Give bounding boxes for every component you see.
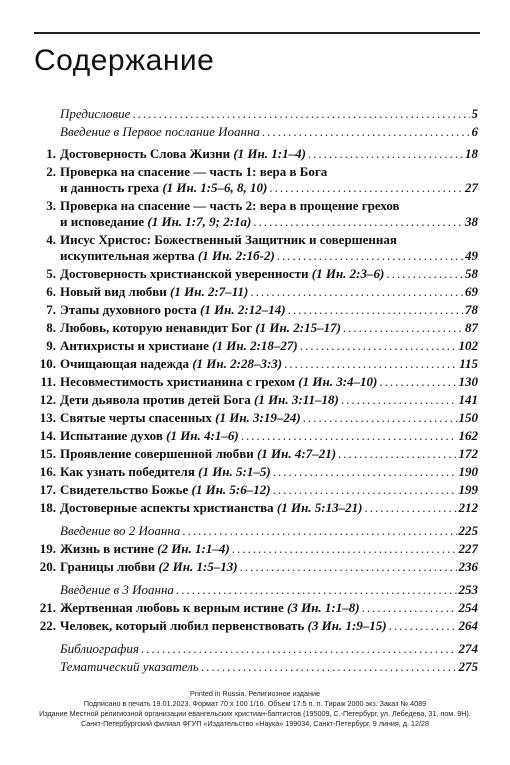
toc-entry: [34, 659, 478, 675]
entry-title: Жизнь в истине: [60, 541, 154, 556]
entry-page: 275: [458, 659, 478, 674]
entry-reference: (3 Ин. 1:9–15): [307, 618, 387, 633]
entry-body: [60, 559, 478, 575]
entry-line: [60, 214, 478, 230]
entry-page: 78: [465, 302, 478, 317]
dot-leader: [338, 446, 456, 462]
entry-body: [60, 146, 478, 162]
entry-body: [60, 541, 478, 557]
entry-number: 10.: [39, 356, 56, 371]
entry-reference: (1 Ин. 2:18–27): [212, 338, 298, 353]
entry-title: Проверка на спасение — часть 1: вера в Бога: [60, 164, 328, 179]
entry-number: 13.: [39, 410, 56, 425]
entry-body: [60, 641, 478, 657]
toc-entry: [34, 641, 478, 657]
dot-leader: [241, 428, 457, 444]
dot-leader: [253, 214, 463, 230]
entry-body: [60, 164, 478, 196]
entry-page: 254: [458, 600, 478, 615]
entry-title: Дети дьявола против детей Бога: [60, 392, 251, 407]
entry-number: 3.: [46, 198, 56, 213]
entry-line: [60, 146, 478, 162]
entry-page: 18: [465, 146, 478, 161]
dot-leader: [201, 659, 457, 675]
dot-leader: [284, 356, 457, 372]
entry-number: 9.: [46, 338, 56, 353]
entry-reference: (1 Ин. 5:13–21): [276, 500, 363, 515]
toc-entry: [34, 464, 478, 480]
toc-entry: [34, 164, 478, 196]
entry-line: [60, 600, 478, 616]
toc-entry: [34, 124, 478, 140]
entry-title: Достоверность христианской уверенности: [60, 266, 309, 281]
entry-line: [60, 618, 478, 634]
entry-line: [60, 659, 478, 675]
toc-entry: [34, 146, 478, 162]
entry-line: [60, 180, 478, 196]
entry-body: [60, 338, 478, 354]
toc-entry: [34, 618, 478, 634]
entry-title: Тематический указатель: [60, 659, 199, 674]
toc-entry: [34, 302, 478, 318]
entry-reference: (1 Ин. 2:3–6): [311, 266, 385, 281]
entry-reference: (1 Ин. 3:19–24): [215, 410, 301, 425]
entry-reference: (1 Ин. 4:7–21): [256, 446, 337, 461]
dot-leader: [288, 302, 463, 318]
entry-title: Испытание духов: [60, 428, 163, 443]
dot-leader: [389, 618, 457, 634]
entry-page: 6: [471, 124, 478, 139]
entry-number: [34, 106, 60, 122]
dot-leader: [277, 248, 463, 264]
dot-leader: [262, 124, 470, 140]
toc-entry: [34, 356, 478, 372]
toc-entry: [34, 582, 478, 598]
entry-body: [60, 284, 478, 300]
entry-reference: (1 Ин. 3:11–18): [253, 392, 339, 407]
entry-number: 12.: [39, 392, 56, 407]
entry-title: Введение в Первое послание Иоанна: [60, 124, 260, 139]
entry-body: [60, 464, 478, 480]
dot-leader: [273, 464, 457, 480]
entry-title: Человек, который любил первенствовать: [60, 618, 305, 633]
entry-body: [60, 582, 478, 598]
entry-number: 19.: [39, 541, 56, 556]
dot-leader: [250, 284, 463, 300]
entry-body: [60, 320, 478, 336]
entry-reference: (3 Ин. 1:1–8): [287, 600, 360, 615]
toc-entry: [34, 446, 478, 462]
toc-entry: [34, 559, 478, 575]
entry-page: 115: [459, 356, 478, 371]
dot-leader: [269, 180, 463, 196]
entry-title: Жертвенная любовь к верным истине: [60, 600, 284, 615]
entry-number: 4.: [46, 232, 56, 247]
entry-reference: (2 Ин. 1:1–4): [157, 541, 230, 556]
entry-body: [60, 500, 478, 516]
entry-body: [60, 232, 478, 264]
entry-number: 14.: [39, 428, 56, 443]
toc-entry: [34, 266, 478, 282]
entry-reference: (2 Ин. 1:5–13): [158, 559, 238, 574]
toc-entry: [34, 232, 478, 264]
toc-entry: [34, 320, 478, 336]
entry-title: Предисловие: [60, 106, 131, 121]
entry-page: 141: [458, 392, 478, 407]
entry-number: 6.: [46, 284, 56, 299]
entry-title: Проявление совершенной любви: [60, 446, 254, 461]
toc-entry: [34, 410, 478, 426]
entry-page: 49: [465, 248, 478, 263]
entry-line: [60, 320, 478, 336]
entry-number: [34, 582, 60, 598]
dot-leader: [308, 146, 463, 162]
entry-title: Святые черты спасенных: [60, 410, 212, 425]
entry-line: [60, 559, 478, 575]
entry-title: искупительная жертва: [60, 248, 195, 263]
entry-body: [60, 374, 478, 390]
dot-leader: [364, 500, 456, 516]
entry-page: 38: [465, 214, 478, 229]
entry-page: 130: [458, 374, 478, 389]
entry-reference: (1 Ин. 2:12–14): [199, 302, 286, 317]
entry-title: Новый вид любви: [60, 284, 167, 299]
entry-reference: (1 Ин. 1:5–6, 8, 10): [162, 180, 268, 195]
entry-line: [60, 446, 478, 462]
entry-number: 7.: [46, 302, 56, 317]
entry-number: [34, 659, 60, 675]
entry-reference: (1 Ин. 2:7–11): [170, 284, 249, 299]
entry-line: [60, 482, 478, 498]
toc-entry: [34, 541, 478, 557]
dot-leader: [300, 338, 457, 354]
entry-body: [60, 106, 478, 122]
entry-body: [60, 124, 478, 140]
dot-leader: [141, 641, 457, 657]
entry-title: Антихристы и христиане: [60, 338, 209, 353]
entry-title: и исповедание: [60, 214, 145, 229]
entry-number: [34, 124, 60, 140]
entry-body: [60, 482, 478, 498]
toc-entry: [34, 106, 478, 122]
entry-title: Иисус Христос: Божественный Защитник и совершенная: [60, 232, 397, 247]
entry-title: Достоверные аспекты христианства: [60, 500, 274, 515]
entry-page: 172: [458, 446, 478, 461]
entry-page: 58: [465, 266, 478, 281]
entry-line: [60, 198, 478, 214]
dot-leader: [386, 266, 463, 282]
toc-entry: [34, 284, 478, 300]
entry-page: 27: [465, 180, 478, 195]
entry-page: 69: [465, 284, 478, 299]
toc-entry: [34, 374, 478, 390]
table-of-contents: [34, 106, 478, 675]
dot-leader: [176, 582, 457, 598]
toc-entry: [34, 500, 478, 516]
imprint-footer: [0, 689, 510, 729]
entry-body: [60, 356, 478, 372]
entry-line: [60, 338, 478, 354]
entry-page: 236: [458, 559, 478, 574]
entry-body: [60, 392, 478, 408]
entry-title: Введение в 3 Иоанна: [60, 582, 174, 597]
entry-reference: (1 Ин. 2:28–3:3): [192, 356, 283, 371]
entry-number: 21.: [39, 600, 56, 615]
entry-line: [60, 523, 478, 539]
entry-body: [60, 410, 478, 426]
entry-line: [60, 248, 478, 264]
dot-leader: [343, 320, 463, 336]
entry-number: 17.: [39, 482, 56, 497]
entry-reference: (1 Ин. 5:1–5): [198, 464, 271, 479]
entry-body: [60, 266, 478, 282]
entry-line: [60, 302, 478, 318]
entry-line: [60, 164, 478, 180]
entry-line: [60, 428, 478, 444]
entry-number: 8.: [46, 320, 56, 335]
entry-title: Свидетельство Божье: [60, 482, 189, 497]
page-title: Содержание: [34, 44, 215, 77]
footer-line: Printed in Russia. Религиозное издание: [190, 689, 320, 698]
dot-leader: [240, 559, 457, 575]
entry-reference: (1 Ин. 1:1–4): [233, 146, 306, 161]
entry-line: [60, 232, 478, 248]
entry-page: 190: [458, 464, 478, 479]
entry-title: Введение во 2 Иоанна: [60, 523, 181, 538]
entry-page: 253: [458, 582, 478, 597]
footer-line: Санкт-Петербургский филиал ФГУП «Издательство «Наука» 199034, Санкт-Петербург, 9 линия, д. 12/28: [81, 719, 429, 728]
entry-line: [60, 266, 478, 282]
entry-page: 102: [458, 338, 478, 353]
entry-number: 15.: [39, 446, 56, 461]
entry-number: 2.: [46, 164, 56, 179]
entry-page: 87: [465, 320, 478, 335]
entry-title: Библиография: [60, 641, 139, 656]
entry-number: 5.: [46, 266, 56, 281]
entry-title: и данность греха: [60, 180, 160, 195]
entry-number: 22.: [39, 618, 56, 633]
entry-body: [60, 600, 478, 616]
entry-page: 274: [458, 641, 478, 656]
entry-title: Этапы духовного роста: [60, 302, 197, 317]
toc-entry: [34, 600, 478, 616]
entry-number: 18.: [39, 500, 56, 515]
entry-title: Очищающая надежда: [60, 356, 189, 371]
entry-page: 5: [471, 106, 478, 121]
dot-leader: [303, 410, 457, 426]
footer-line: Издание Местной религиозной организации евангельских христиан-баптистов (195009, С.-Петербург, ул. Лебедева, 31, пом. 9Н).: [39, 709, 471, 718]
entry-line: [60, 464, 478, 480]
entry-number: 16.: [39, 464, 56, 479]
entry-number: [34, 523, 60, 539]
entry-body: [60, 198, 478, 230]
entry-reference: (1 Ин. 3:4–10): [298, 374, 378, 389]
entry-page: 264: [458, 618, 478, 633]
entry-body: [60, 446, 478, 462]
entry-line: [60, 284, 478, 300]
entry-page: 150: [458, 410, 478, 425]
entry-page: 212: [458, 500, 478, 515]
entry-reference: (1 Ин. 5:6–12): [191, 482, 271, 497]
toc-entry: [34, 523, 478, 539]
entry-line: [60, 500, 478, 516]
entry-page: 225: [458, 523, 478, 538]
entry-line: [60, 641, 478, 657]
entry-title: Границы любви: [60, 559, 156, 574]
entry-title: Любовь, которую ненавидит Бог: [60, 320, 253, 335]
entry-number: 11.: [40, 374, 56, 389]
entry-body: [60, 428, 478, 444]
entry-title: Несовместимость христианина с грехом: [60, 374, 296, 389]
entry-title: Как узнать победителя: [60, 464, 195, 479]
entry-line: [60, 356, 478, 372]
toc-entry: [34, 198, 478, 230]
entry-page: 227: [458, 541, 478, 556]
top-rule: [34, 32, 480, 34]
entry-title: Достоверность Слова Жизни: [60, 146, 231, 161]
entry-line: [60, 124, 478, 140]
entry-reference: (1 Ин. 1:7, 9; 2:1а): [147, 214, 252, 229]
entry-line: [60, 410, 478, 426]
dot-leader: [232, 541, 457, 557]
dot-leader: [341, 392, 457, 408]
entry-line: [60, 582, 478, 598]
entry-reference: (1 Ин. 2:1б-2): [197, 248, 275, 263]
dot-leader: [132, 106, 469, 122]
entry-reference: (1 Ин. 2:15–17): [255, 320, 341, 335]
dot-leader: [182, 523, 456, 539]
entry-page: 162: [458, 428, 478, 443]
toc-entry: [34, 428, 478, 444]
entry-reference: (1 Ин. 4:1–6): [166, 428, 239, 443]
entry-title: Проверка на спасение — часть 2: вера в прощение грехов: [60, 198, 400, 213]
entry-number: 1.: [46, 146, 56, 161]
toc-entry: [34, 392, 478, 408]
entry-line: [60, 106, 478, 122]
dot-leader: [273, 482, 457, 498]
toc-entry: [34, 482, 478, 498]
entry-line: [60, 392, 478, 408]
entry-line: [60, 374, 478, 390]
entry-page: 199: [458, 482, 478, 497]
dot-leader: [362, 600, 457, 616]
entry-line: [60, 541, 478, 557]
entry-number: 20.: [39, 559, 56, 574]
entry-body: [60, 302, 478, 318]
entry-body: [60, 659, 478, 675]
dot-leader: [379, 374, 456, 390]
entry-body: [60, 523, 478, 539]
footer-line: Подписано в печать 19.01.2023. Формат 70 x 100 1/16. Объем 17.5 п. л. Тираж 2000 экз. Заказ № 4089: [83, 699, 427, 708]
entry-number: [34, 641, 60, 657]
entry-body: [60, 618, 478, 634]
toc-entry: [34, 338, 478, 354]
